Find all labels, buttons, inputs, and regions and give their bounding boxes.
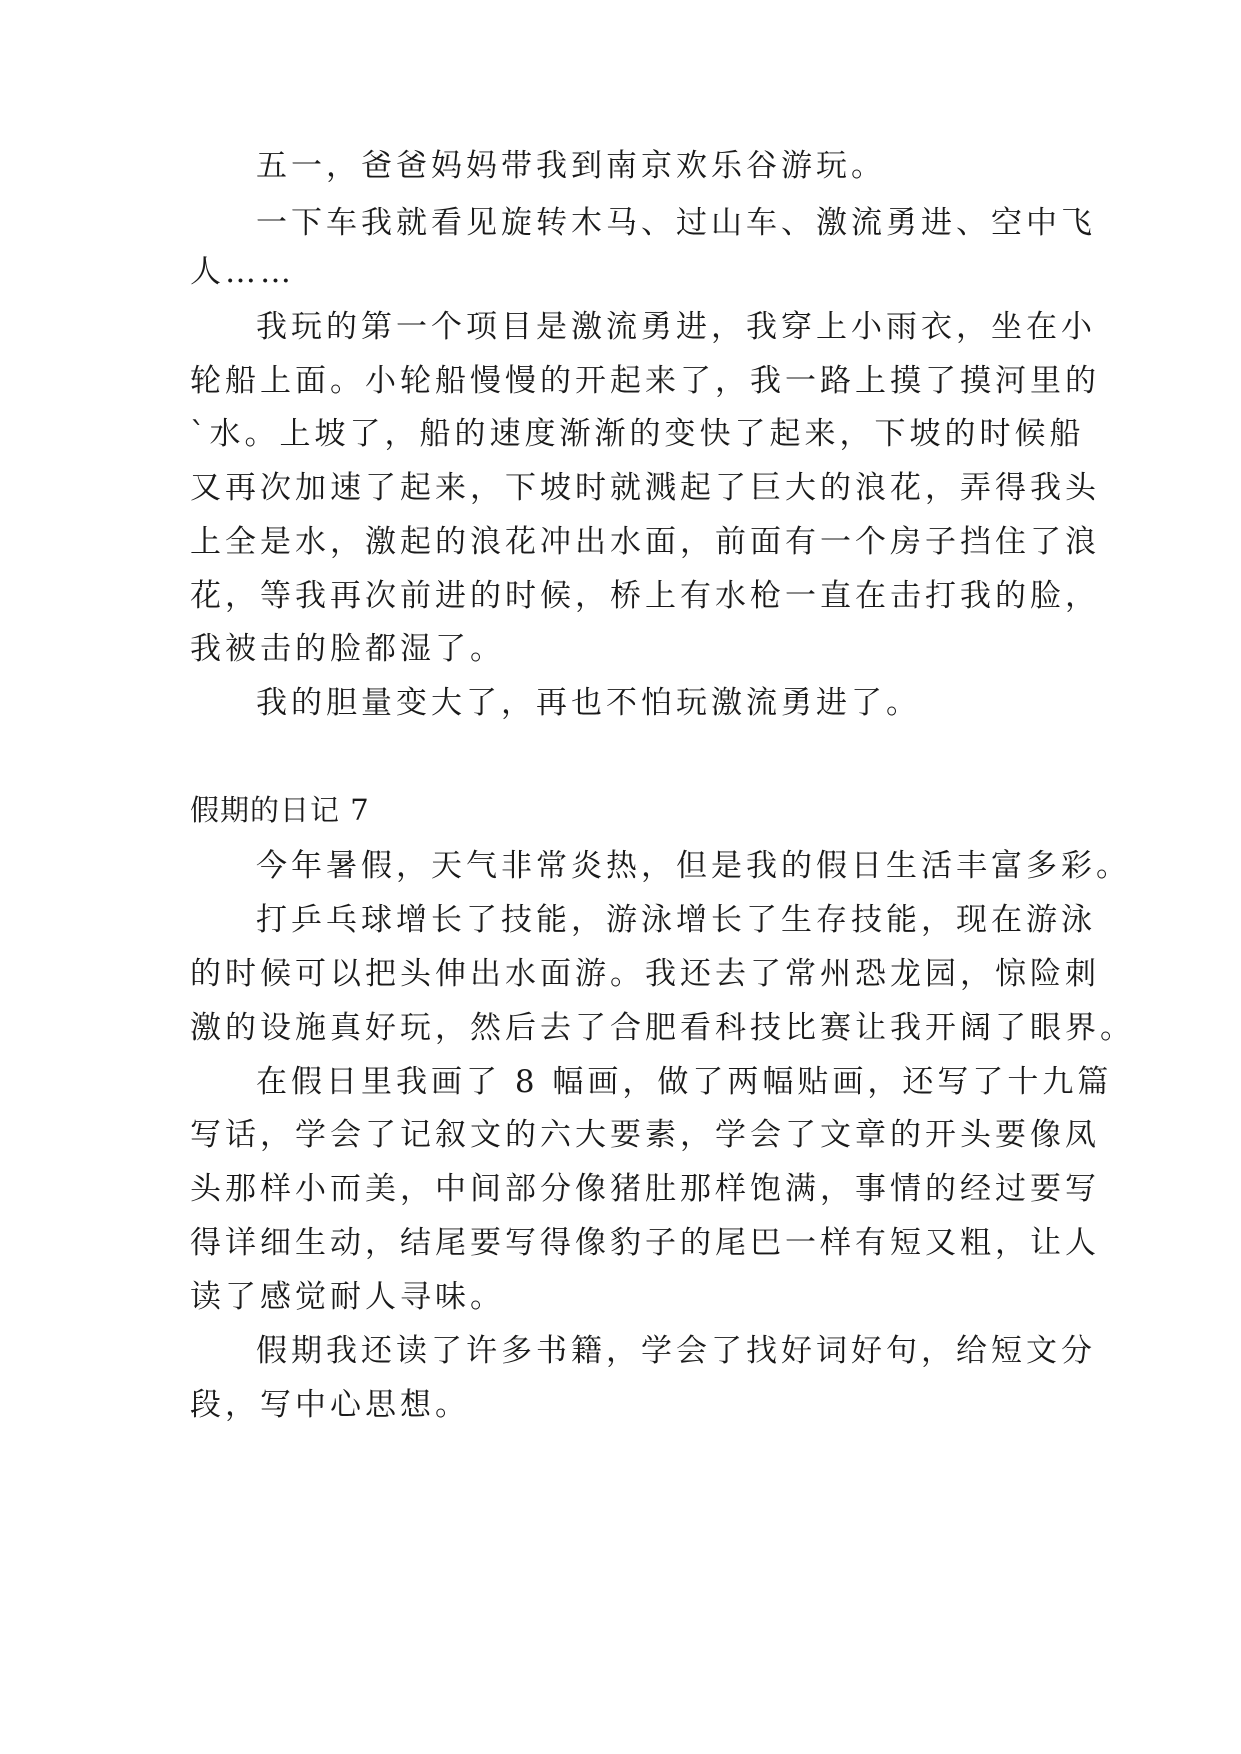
paragraph-line: 轮船上面。小轮船慢慢的开起来了，我一路上摸了摸河里的 [190, 363, 1100, 399]
paragraph-line: 头那样小而美，中间部分像猪肚那样饱满，事情的经过要写 [190, 1171, 1100, 1207]
paragraph-line: 我的胆量变大了，再也不怕玩激流勇进了。 [256, 685, 921, 721]
paragraph-line: 我玩的第一个项目是激流勇进，我穿上小雨衣，坐在小 [256, 309, 1096, 345]
section-title: 假期的日记 7 [190, 793, 370, 827]
paragraph-line: 打乒乓球增长了技能，游泳增长了生存技能，现在游泳 [256, 902, 1096, 938]
paragraph-line: 又再次加速了起来，下坡时就溅起了巨大的浪花，弄得我头 [190, 470, 1100, 506]
paragraph-line: 今年暑假，天气非常炎热，但是我的假日生活丰富多彩。 [256, 848, 1131, 884]
paragraph-line: 段，写中心思想。 [190, 1387, 470, 1423]
paragraph-line: 假期我还读了许多书籍，学会了找好词好句，给短文分 [256, 1333, 1096, 1369]
paragraph-line: `水。上坡了，船的速度渐渐的变快了起来，下坡的时候船 [190, 416, 1085, 452]
paragraph-line: 激的设施真好玩，然后去了合肥看科技比赛让我开阔了眼界。 [190, 1010, 1135, 1046]
paragraph-line: 人…… [190, 254, 295, 290]
paragraph-line: 我被击的脸都湿了。 [190, 631, 505, 667]
paragraph-line: 的时候可以把头伸出水面游。我还去了常州恐龙园，惊险刺 [190, 956, 1100, 992]
paragraph-line: 上全是水，激起的浪花冲出水面，前面有一个房子挡住了浪 [190, 524, 1100, 560]
paragraph-line: 读了感觉耐人寻味。 [190, 1279, 505, 1315]
paragraph-line: 五一，爸爸妈妈带我到南京欢乐谷游玩。 [256, 148, 886, 184]
paragraph-line: 一下车我就看见旋转木马、过山车、激流勇进、空中飞 [256, 205, 1096, 241]
paragraph-line: 花，等我再次前进的时候，桥上有水枪一直在击打我的脸， [190, 578, 1100, 614]
paragraph-line: 在假日里我画了 8 幅画，做了两幅贴画，还写了十九篇 [256, 1064, 1113, 1100]
paragraph-line: 得详细生动，结尾要写得像豹子的尾巴一样有短又粗，让人 [190, 1225, 1100, 1261]
paragraph-line: 写话，学会了记叙文的六大要素，学会了文章的开头要像凤 [190, 1117, 1100, 1153]
